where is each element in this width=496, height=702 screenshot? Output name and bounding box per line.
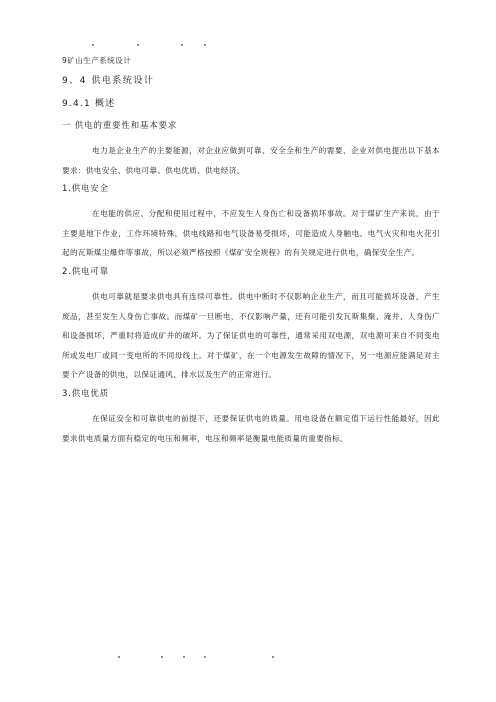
chapter-label: 9矿山生产系统设计 [62, 56, 132, 65]
decorative-dot [204, 656, 206, 658]
document-body [62, 56, 440, 451]
decorative-dot [161, 656, 163, 658]
intro-paragraph: 电力是企业生产的主要能源，对企业应做到可靠、安全全和生产的需要，企业对供电提出以下基本要求：供电安全、供电可靠、供电优质、供电经济。 [62, 146, 440, 175]
decorative-dot [272, 656, 274, 658]
item-text-safety: 在电能的供应、分配和使用过程中，不应发生人身伤亡和设备损坏事故。对于煤矿生产来说，由于主要是地下作业，工作环境特殊，供电线路和电气设备易受损坏，可能造成人身触电、电气火灾和电火花引起的瓦斯煤尘爆炸等事故，所以必须严格按照《煤矿安全规程》的有关规定进行供电，确保安全生产。 [62, 209, 440, 258]
decorative-dot [181, 44, 183, 46]
decorative-dot [92, 44, 94, 46]
section-title: 9、4 供电系统设计 [62, 76, 155, 86]
part-heading: 一 供电的重要性和基本要求 [62, 121, 178, 131]
item-title-quality: 3.供电优质 [62, 388, 109, 399]
item-text-reliability: 供电可靠就是要求供电具有连续可靠性。供电中断时不仅影响企业生产，而且可能损坏设备，产生废品，甚至发生人身伤亡事故。而煤矿一旦断电，不仅影响产量，还有可能引发瓦斯集聚、淹井、人身伤广和设备损坏，严重时将造成矿井的破坏。为了保证供电的可靠性，通常采用双电源，双电源可来自不同变电所或发电厂或同一变电所的不同母线上。对于煤矿，在一个电源发生故障的情况下，另一电源应能满足对主要个产设备的供电，以保证通风、排水以及生产的正常进行。 [62, 291, 440, 380]
item-text-quality: 在保证安全和可靠供电的前提下，还要保证供电的质量。用电设备在额定值下运行性能最好，因此要求供电质量方面有稳定的电压和频率，电压和频率是衡量电能质量的重要指标。 [62, 413, 440, 443]
bottom-dot-row [0, 656, 496, 666]
item-title-reliability: 2.供电可靠 [62, 266, 109, 277]
decorative-dot [118, 656, 120, 658]
subsection-title: 9.4.1 概述 [62, 99, 116, 109]
top-dot-row [0, 44, 496, 54]
item-title-safety: 1.供电安全 [62, 184, 109, 195]
decorative-dot [204, 44, 206, 46]
decorative-dot [137, 44, 139, 46]
decorative-dot [183, 656, 185, 658]
